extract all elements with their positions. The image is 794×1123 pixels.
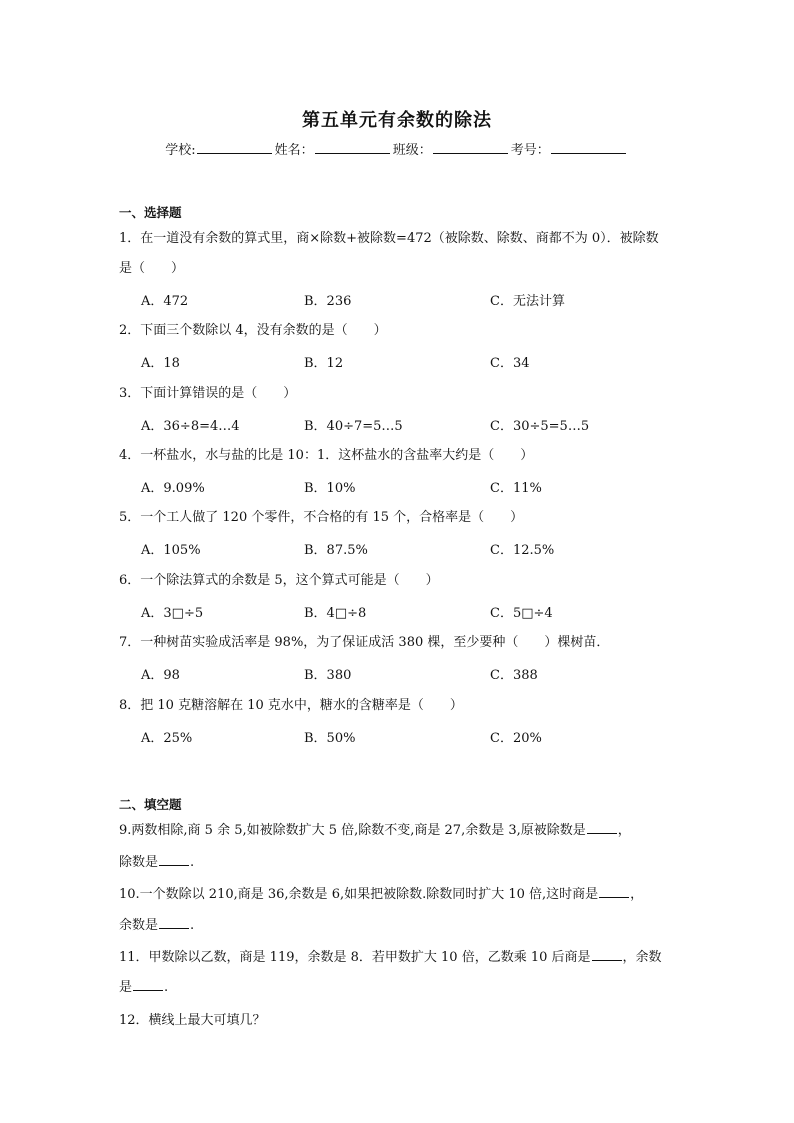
class-label: 班级： <box>392 143 432 158</box>
option-a[interactable]: A．98 <box>141 668 180 683</box>
option-b[interactable]: B．12 <box>304 356 344 371</box>
question-3-options <box>119 415 679 435</box>
option-c[interactable]: C．388 <box>490 668 538 683</box>
question-4 <box>119 446 679 466</box>
question-text: ， <box>617 823 631 838</box>
question-text: . <box>164 980 169 995</box>
option-b[interactable]: B．236 <box>304 294 352 309</box>
question-text: 12．横线上最大可填几？ <box>119 1013 266 1028</box>
question-6-options <box>119 602 679 622</box>
question-11 <box>119 946 689 965</box>
question-1-options <box>119 290 679 310</box>
question-text: 余数是 <box>119 918 159 933</box>
option-a[interactable]: A．3□÷5 <box>141 606 204 621</box>
question-4-options <box>119 477 679 497</box>
answer-blank[interactable] <box>159 853 189 866</box>
question-2 <box>119 321 679 341</box>
option-b[interactable]: B．4□÷8 <box>304 606 367 621</box>
question-2-options <box>119 352 679 372</box>
question-10 <box>119 883 689 902</box>
option-c[interactable]: C．20% <box>490 731 542 746</box>
question-stem: 5．一个工人做了 120 个零件，不合格的有 15 个，合格率是（ ） <box>119 510 524 525</box>
page-title: 第五单元有余数的除法 <box>302 110 492 131</box>
option-a[interactable]: A．105% <box>141 543 201 558</box>
question-stem: 7．一种树苗实验成活率是 98%，为了保证成活 380 棵，至少要种（ ）棵树苗． <box>119 635 610 650</box>
option-b[interactable]: B．87.5% <box>304 543 368 558</box>
question-text: 是 <box>119 980 133 995</box>
question-stem: 是（ ） <box>119 261 185 276</box>
question-text: . <box>190 855 195 870</box>
question-stem: 4．一杯盐水，水与盐的比是 10：1．这杯盐水的含盐率大约是（ ） <box>119 448 534 463</box>
question-text: 9.两数相除,商 5 余 5,如被除数扩大 5 倍,除数不变,商是 27,余数是 3,原被除数是 <box>119 823 586 838</box>
question-10-cont <box>119 914 679 933</box>
option-c[interactable]: C．5□÷4 <box>490 606 553 621</box>
question-7 <box>119 633 679 653</box>
question-text: ，余数 <box>622 950 662 965</box>
question-6 <box>119 571 679 591</box>
question-text: 10.一个数除以 210,商是 36,余数是 6,如果把被除数.除数同时扩大 10 倍,这时商是 <box>119 887 599 902</box>
question-8 <box>119 696 679 716</box>
question-1-stem-cont <box>119 259 679 279</box>
section-choice <box>119 203 679 221</box>
question-stem: 6．一个除法算式的余数是 5，这个算式可能是（ ） <box>119 573 439 588</box>
option-a[interactable]: A．18 <box>141 356 180 371</box>
option-a[interactable]: A．36÷8=4…4 <box>141 419 240 434</box>
option-c[interactable]: C．30÷5=5…5 <box>490 419 590 434</box>
option-a[interactable]: A．25% <box>141 731 193 746</box>
question-5 <box>119 508 679 528</box>
option-b[interactable]: B．380 <box>304 668 352 683</box>
question-7-options <box>119 664 679 684</box>
question-8-options <box>119 727 679 747</box>
option-c[interactable]: C．12.5% <box>490 543 555 558</box>
question-stem: 3．下面计算错误的是（ ） <box>119 386 297 401</box>
student-info-line <box>0 139 794 158</box>
section-title-choice: 一、选择题 <box>119 205 182 220</box>
question-9 <box>119 819 689 838</box>
answer-blank[interactable] <box>133 978 163 991</box>
question-text: 11．甲数除以乙数，商是 119，余数是 8．若甲数扩大 10 倍，乙数乘 10 后商是 <box>119 950 591 965</box>
name-blank[interactable] <box>315 141 390 154</box>
question-text: ， <box>630 887 644 902</box>
section-fill <box>119 795 679 813</box>
question-stem: 8．把 10 克糖溶解在 10 克水中，糖水的含糖率是（ ） <box>119 698 463 713</box>
class-blank[interactable] <box>433 141 508 154</box>
option-a[interactable]: A．472 <box>141 294 189 309</box>
question-1 <box>119 229 679 249</box>
number-label: 考号： <box>510 143 550 158</box>
question-text: . <box>190 918 195 933</box>
option-b[interactable]: B．40÷7=5…5 <box>304 419 403 434</box>
answer-blank[interactable] <box>592 948 622 961</box>
option-c[interactable]: C．无法计算 <box>490 294 565 309</box>
question-stem: 2．下面三个数除以 4，没有余数的是（ ） <box>119 323 387 338</box>
question-5-options <box>119 539 679 559</box>
option-a[interactable]: A．9.09% <box>141 481 205 496</box>
name-label: 姓名： <box>274 143 314 158</box>
section-title-fill: 二、填空题 <box>119 797 182 812</box>
answer-blank[interactable] <box>587 821 617 834</box>
school-label: 学校: <box>165 143 196 158</box>
option-b[interactable]: B．50% <box>304 731 356 746</box>
question-text: 除数是 <box>119 855 159 870</box>
question-9-cont <box>119 851 679 870</box>
number-blank[interactable] <box>551 141 626 154</box>
option-c[interactable]: C．34 <box>490 356 530 371</box>
school-blank[interactable] <box>197 141 272 154</box>
question-stem: 1．在一道没有余数的算式里，商×除数+被除数=472（被除数、除数、商都不为 0）．被除数 <box>119 231 659 246</box>
answer-blank[interactable] <box>159 916 189 929</box>
question-12 <box>119 1009 679 1028</box>
question-11-cont <box>119 976 679 995</box>
answer-blank[interactable] <box>599 885 629 898</box>
option-c[interactable]: C．11% <box>490 481 542 496</box>
option-b[interactable]: B．10% <box>304 481 356 496</box>
question-3 <box>119 384 679 404</box>
